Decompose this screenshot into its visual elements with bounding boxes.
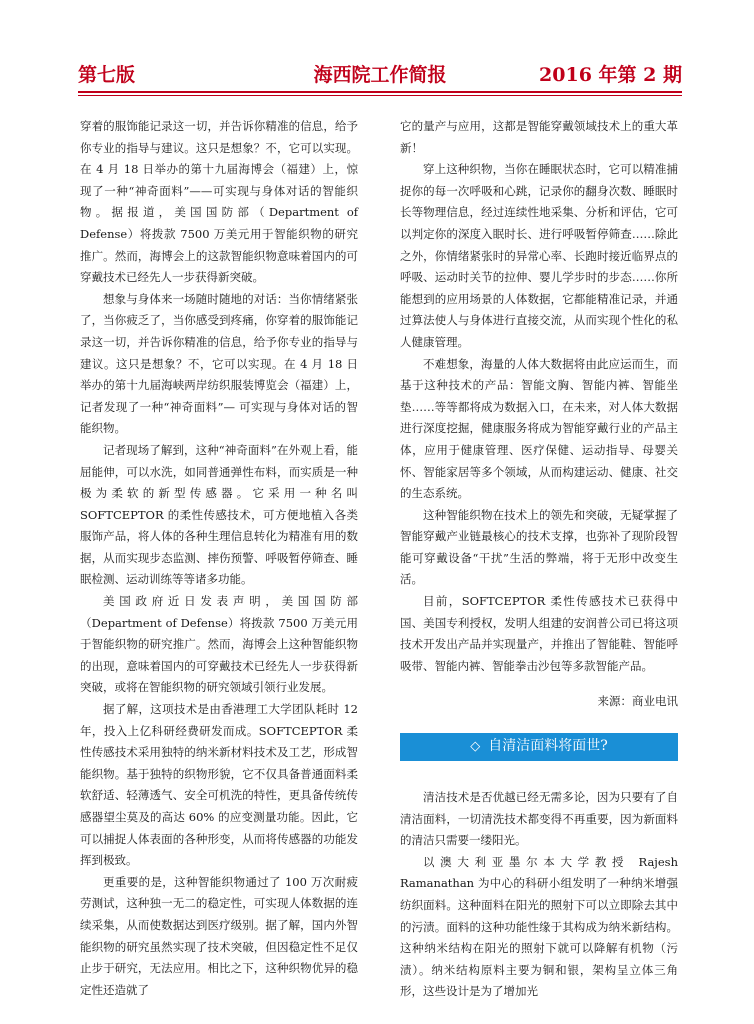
paragraph: 不难想象，海量的人体大数据将由此应运而生，而基于这种技术的产品：智能文胸、智能内裤、智能坐垫……等等都将成为数据入口，在未来，对人体大数据进行深度挖掘，健康服务将成为智能穿戴行业的产品主体，应用于健康管理、医疗保健、运动指导、母婴关怀、智能家居等多个领域，从而构建运动、健康、社交的生态系统。 [400,356,678,501]
paragraph: 它的量产与应用，这都是智能穿戴领域技术上的重大革新！ [400,119,678,155]
paragraph: 目前，SOFTCEPTOR 柔性传感技术已获得中国、美国专利授权，发明人组建的安润普公司已将这项技术开发出产品并实现量产，并推出了智能鞋、智能呼吸带、智能内裤、智能拳击沙包等多款智能产品。 [400,594,678,673]
header-rule-thin [78,95,682,96]
issue-label: 2016 年第 2 期 [539,64,682,86]
right-column [400,116,678,1003]
edition-label: 第七版 [78,64,136,86]
page-header [78,60,682,86]
paragraph: 美国政府近日发表声明，美国国防部（Department of Defense）将拨款 7500 万美元用于智能织物的研究推广。然而，海博会上这种智能织物的出现，意味着国内的可穿戴技术已经先人一步获得新突破，或将在智能织物的研究领域引领行业发展。 [80,594,358,695]
source-credit: 来源：商业电讯 [597,694,678,709]
paragraph: 穿上这种织物，当你在睡眠状态时，它可以精准捕捉你的每一次呼吸和心跳，记录你的翻身次数、睡眠时长等物理信息，经过连续性地采集、分析和评估，它可以判定你的深度入眠时长、进行呼吸暂停筛查……除此之外，你情绪紧张时的异常心率、长跑时接近临界点的呼吸、运动时关节的拉伸、婴儿学步时的步态……你所能想到的应用场景的人体数据，它都能精准记录，并通过算法使人与身体进行直接交流，从而实现个性化的私人健康管理。 [400,162,678,349]
section-banner [400,733,678,761]
paragraph: 记者现场了解到，这种“神奇面料”在外观上看，能屈能伸，可以水洗，如同普通弹性布料，而实质是一种极为柔软的新型传感器。它采用一种名叫 SOFTCEPTOR 的柔性传感技术，可方便地植入各类服饰产品，将人体的各种生理信息转化为精准有用的数据，从而实现步态监测、摔伤预警、呼吸暂停筛查、睡眠检测、运动训练等等诸多功能。 [80,442,358,587]
paragraph: 想象与身体来一场随时随地的对话：当你情绪紧张了，当你疲乏了，当你感受到疼痛，你穿着的服饰能记录这一切，并告诉你精准的信息，给予你专业的指导与建议。这只是想象？不，它可以实现。在 4 月 18 日举办的第十九届海峡两岸纺织服装博览会（福建）上，记者发现了一种“神奇面料”— 可实现与身体对话的智能织物。 [80,291,358,436]
header-rule-thick [78,91,682,93]
paragraph: 以澳大利亚墨尔本大学教授 Rajesh Ramanathan 为中心的科研小组发明了一种纳米增强纺织面料。这种面料在阳光的照射下可以立即除去其中的污渍。面料的这种功能性缘于其构成为纳米新结构。这种纳米结构在阳光的照射下就可以降解有机物（污渍）。纳米结构原料主要为铜和银，架构呈立体三角形，这些设计是为了增加光 [400,854,678,999]
paragraph: 据了解，这项技术是由香港理工大学团队耗时 12 年，投入上亿科研经费研发而成。SOFTCEPTOR 柔性传感技术采用独特的纳米新材料技术及工艺，形成智能织物。基于独特的织物形貌，它不仅具备普通面料柔软舒适、轻薄透气、安全可机洗的特性，更具备传统传感器望尘莫及的高达 60% 的应变测量功能。因此，它可以捕捉人体表面的各种形变，从而将传感器的功能发挥到极致。 [80,702,358,868]
banner-title: 自清洁面料将面世? [488,738,608,755]
left-column [80,116,358,1001]
publication-title: 海西院工作简报 [313,64,447,86]
paragraph: 更重要的是，这种智能织物通过了 100 万次耐疲劳测试，这种独一无二的稳定性，可实现人体数据的连续采集，从而使数据达到医疗级别。据了解，国内外智能织物的研究虽然实现了技术突破，但因稳定性不足仅止步于研究，无法应用。相比之下，这种织物优异的稳定性还造就了 [80,874,358,997]
paragraph: 这种智能织物在技术上的领先和突破，无疑掌握了智能穿戴产业链最核心的技术支撑，也弥补了现阶段智能可穿戴设备“干扰”生活的弊端，将于无形中改变生活。 [400,507,678,587]
diamond-outline-icon: ◇ [470,739,481,755]
paragraph: 清洁技术是否优越已经无需多论，因为只要有了自清洁面料，一切清洗技术都变得不再重要，因为新面料的清洁只需要一缕阳光。 [400,790,678,848]
paragraph: 穿着的服饰能记录这一切，并告诉你精准的信息，给予你专业的指导与建议。这只是想象？不，它可以实现。在 4 月 18 日举办的第十九届海博会（福建）上，惊现了一种“神奇面料”——可实现与身体对话的智能织物。据报道，美国国防部（Department of Defense）将拨款 7500 万美元用于智能织物的研究推广。然而，海博会上的这款智能织物意味着国内的可穿戴技术已经先人一步获得新突破。 [80,119,358,285]
